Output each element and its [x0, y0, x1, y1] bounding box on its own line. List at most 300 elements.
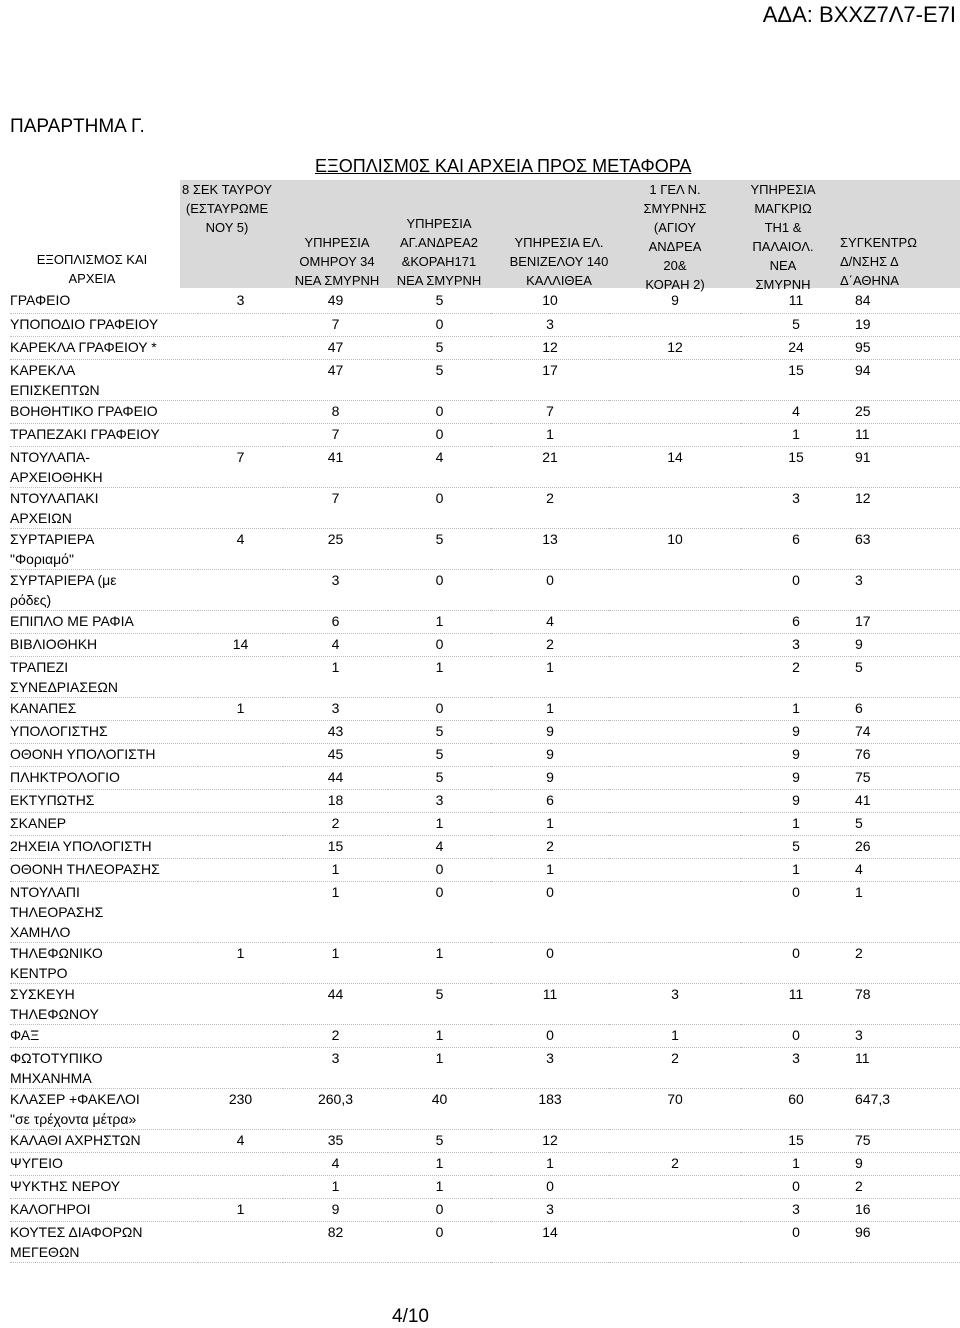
item-label: ΦΩΤΟΤΥΠΙΚΟ ΜΗΧΑΝΗΜΑ [10, 1047, 198, 1088]
total-cell: 76 [851, 743, 960, 766]
item-label: ΠΛΗΚΤΡΟΛΟΓΙΟ [10, 766, 198, 789]
table-row [10, 528, 960, 569]
quantity-cell: 3 [741, 487, 851, 528]
quantity-cell: 5 [388, 336, 491, 359]
item-label: ΚΟΥΤΕΣ ΔΙΑΦΟΡΩΝ ΜΕΓΕΘΩΝ [10, 1221, 198, 1262]
quantity-cell: 4 [198, 1129, 283, 1152]
quantity-cell: 0 [491, 881, 609, 942]
table-row [10, 487, 960, 528]
quantity-cell: 1 [741, 423, 851, 446]
quantity-cell: 2 [283, 1024, 388, 1047]
quantity-cell [609, 1129, 741, 1152]
item-label: ΦΑΞ [10, 1024, 198, 1047]
quantity-cell: 4 [283, 1152, 388, 1175]
total-cell: 63 [851, 528, 960, 569]
quantity-cell [609, 720, 741, 743]
quantity-cell: 82 [283, 1221, 388, 1262]
quantity-cell: 60 [741, 1088, 851, 1129]
item-label: ΚΑΝΑΠΕΣ [10, 697, 198, 720]
quantity-cell [198, 336, 283, 359]
quantity-cell [198, 359, 283, 400]
quantity-cell: 14 [609, 446, 741, 487]
quantity-cell: 0 [388, 569, 491, 610]
table-row [10, 835, 960, 858]
total-cell: 9 [851, 633, 960, 656]
quantity-cell [609, 942, 741, 983]
quantity-cell: 5 [741, 313, 851, 336]
table-row [10, 359, 960, 400]
quantity-cell: 5 [388, 983, 491, 1024]
item-label: ΕΚΤΥΠΩΤΗΣ [10, 789, 198, 812]
quantity-cell [198, 1047, 283, 1088]
item-label: ΓΡΑΦΕΙΟ [10, 290, 198, 313]
quantity-cell: 1 [388, 942, 491, 983]
quantity-cell: 1 [283, 942, 388, 983]
quantity-cell [609, 610, 741, 633]
total-cell: 9 [851, 1152, 960, 1175]
header-col-1: 8 ΣΕΚ ΤΑΥΡΟΥ (ΕΣΤΑΥΡΩΜΕ ΝΟΥ 5) [182, 182, 272, 235]
item-label: ΟΘΟΝΗ ΤΗΛΕΟΡΑΣΗΣ [10, 858, 198, 881]
total-cell: 4 [851, 858, 960, 881]
quantity-cell: 15 [283, 835, 388, 858]
quantity-cell: 5 [388, 743, 491, 766]
document-code: ΑΔΑ: ΒΧΧΖ7Λ7-Ε7Ι [762, 2, 956, 27]
quantity-cell [609, 633, 741, 656]
item-label: ΣΥΡΤΑΡΙΕΡΑ (με ρόδες) [10, 569, 198, 610]
quantity-cell: 12 [491, 1129, 609, 1152]
equipment-table [10, 290, 960, 1263]
quantity-cell [198, 1221, 283, 1262]
quantity-cell: 3 [741, 633, 851, 656]
quantity-cell: 1 [609, 1024, 741, 1047]
quantity-cell: 0 [491, 1175, 609, 1198]
quantity-cell: 3 [741, 1198, 851, 1221]
item-label: ΣΥΣΚΕΥΗ ΤΗΛΕΦΩΝΟΥ [10, 983, 198, 1024]
quantity-cell: 0 [388, 423, 491, 446]
quantity-cell: 5 [388, 528, 491, 569]
table-row [10, 400, 960, 423]
item-label: 2ΗΧΕΙΑ ΥΠΟΛΟΓΙΣΤΗ [10, 835, 198, 858]
quantity-cell: 1 [283, 1175, 388, 1198]
table-row [10, 1024, 960, 1047]
total-cell: 3 [851, 569, 960, 610]
quantity-cell: 9 [283, 1198, 388, 1221]
quantity-cell [609, 743, 741, 766]
quantity-cell [609, 881, 741, 942]
quantity-cell: 3 [283, 1047, 388, 1088]
quantity-cell: 0 [741, 569, 851, 610]
item-label: ΝΤΟΥΛΑΠΑΚΙ ΑΡΧΕΙΩΝ [10, 487, 198, 528]
annex-title: ΠΑΡΑΡΤΗΜΑ Γ. [10, 116, 145, 137]
total-cell: 96 [851, 1221, 960, 1262]
table-row [10, 1175, 960, 1198]
quantity-cell: 1 [741, 1152, 851, 1175]
quantity-cell: 0 [741, 942, 851, 983]
item-label: ΨΥΓΕΙΟ [10, 1152, 198, 1175]
quantity-cell [198, 743, 283, 766]
quantity-cell [198, 858, 283, 881]
quantity-cell: 0 [741, 1221, 851, 1262]
quantity-cell: 6 [741, 610, 851, 633]
quantity-cell: 3 [741, 1047, 851, 1088]
quantity-cell [609, 1221, 741, 1262]
quantity-cell [609, 1175, 741, 1198]
quantity-cell: 3 [388, 789, 491, 812]
table-row [10, 881, 960, 942]
quantity-cell: 0 [388, 633, 491, 656]
quantity-cell: 1 [283, 656, 388, 697]
quantity-cell: 1 [388, 610, 491, 633]
total-cell: 26 [851, 835, 960, 858]
quantity-cell: 8 [283, 400, 388, 423]
quantity-cell [198, 423, 283, 446]
quantity-cell [198, 487, 283, 528]
header-col-3: ΥΠΗΡΕΣΙΑ ΑΓ.ΑΝΔΡΕΑ2 &ΚΟΡΑΗ171 ΝΕΑ ΣΜΥΡΝΗ [396, 216, 482, 288]
quantity-cell: 5 [388, 1129, 491, 1152]
quantity-cell [198, 313, 283, 336]
quantity-cell: 1 [388, 1152, 491, 1175]
total-cell: 16 [851, 1198, 960, 1221]
quantity-cell: 1 [491, 697, 609, 720]
quantity-cell: 0 [491, 942, 609, 983]
quantity-cell: 0 [491, 1024, 609, 1047]
table-row [10, 1129, 960, 1152]
quantity-cell: 5 [388, 359, 491, 400]
quantity-cell: 0 [741, 881, 851, 942]
quantity-cell: 6 [283, 610, 388, 633]
quantity-cell: 5 [388, 290, 491, 313]
quantity-cell: 21 [491, 446, 609, 487]
quantity-cell: 6 [491, 789, 609, 812]
table-row [10, 858, 960, 881]
quantity-cell: 0 [741, 1175, 851, 1198]
item-label: ΚΛΑΣΕΡ +ΦΑΚΕΛΟΙ "σε τρέχοντα μέτρα» [10, 1088, 198, 1129]
total-cell: 84 [851, 290, 960, 313]
quantity-cell: 9 [741, 789, 851, 812]
total-cell: 91 [851, 446, 960, 487]
quantity-cell [198, 835, 283, 858]
total-cell: 5 [851, 656, 960, 697]
quantity-cell: 1 [491, 1152, 609, 1175]
quantity-cell: 2 [491, 487, 609, 528]
table-row [10, 423, 960, 446]
quantity-cell: 1 [283, 881, 388, 942]
quantity-cell [198, 400, 283, 423]
quantity-cell: 1 [198, 697, 283, 720]
quantity-cell: 70 [609, 1088, 741, 1129]
table-row [10, 1152, 960, 1175]
quantity-cell: 4 [388, 835, 491, 858]
quantity-cell: 41 [283, 446, 388, 487]
quantity-cell [609, 858, 741, 881]
quantity-cell: 12 [491, 336, 609, 359]
table-row [10, 743, 960, 766]
quantity-cell: 4 [198, 528, 283, 569]
table-row [10, 336, 960, 359]
quantity-cell: 5 [388, 766, 491, 789]
quantity-cell: 11 [741, 983, 851, 1024]
quantity-cell: 47 [283, 359, 388, 400]
table-row [10, 610, 960, 633]
quantity-cell: 6 [741, 528, 851, 569]
item-label: ΥΠΟΛΟΓΙΣΤΗΣ [10, 720, 198, 743]
quantity-cell: 1 [491, 656, 609, 697]
quantity-cell [609, 313, 741, 336]
quantity-cell [609, 423, 741, 446]
quantity-cell: 1 [491, 858, 609, 881]
quantity-cell: 2 [609, 1152, 741, 1175]
quantity-cell: 0 [388, 697, 491, 720]
quantity-cell [198, 1175, 283, 1198]
quantity-cell: 0 [388, 487, 491, 528]
total-cell: 74 [851, 720, 960, 743]
quantity-cell: 18 [283, 789, 388, 812]
quantity-cell: 35 [283, 1129, 388, 1152]
quantity-cell: 0 [388, 858, 491, 881]
quantity-cell [198, 720, 283, 743]
quantity-cell: 1 [388, 812, 491, 835]
item-label: ΒΙΒΛΙΟΘΗΚΗ [10, 633, 198, 656]
quantity-cell: 3 [491, 1198, 609, 1221]
total-cell: 17 [851, 610, 960, 633]
quantity-cell: 11 [491, 983, 609, 1024]
quantity-cell: 7 [283, 423, 388, 446]
quantity-cell: 1 [388, 656, 491, 697]
quantity-cell: 2 [609, 1047, 741, 1088]
quantity-cell: 3 [283, 569, 388, 610]
quantity-cell: 4 [491, 610, 609, 633]
header-col-6: ΥΠΗΡΕΣΙΑ ΜΑΓΚΡΙΩ ΤΗ1 & ΠΑΛΑΙΟΛ. ΝΕΑ ΣΜΥΡΝΗ [750, 182, 816, 292]
quantity-cell [198, 1152, 283, 1175]
quantity-cell: 40 [388, 1088, 491, 1129]
quantity-cell: 13 [491, 528, 609, 569]
table-row [10, 720, 960, 743]
quantity-cell [609, 656, 741, 697]
table-row [10, 1088, 960, 1129]
table-row [10, 983, 960, 1024]
quantity-cell [609, 697, 741, 720]
table-row [10, 1047, 960, 1088]
quantity-cell: 1 [388, 1047, 491, 1088]
total-cell: 41 [851, 789, 960, 812]
total-cell: 78 [851, 983, 960, 1024]
total-cell: 19 [851, 313, 960, 336]
quantity-cell: 9 [609, 290, 741, 313]
quantity-cell: 0 [741, 1024, 851, 1047]
table-title: ΕΞΟΠΛΙΣΜ0Σ ΚΑΙ ΑΡΧΕΙΑ ΠΡΟΣ ΜΕΤΑΦΟΡΑ [315, 156, 692, 176]
total-cell: 2 [851, 942, 960, 983]
quantity-cell [198, 1024, 283, 1047]
quantity-cell [609, 400, 741, 423]
quantity-cell: 9 [741, 743, 851, 766]
quantity-cell: 4 [388, 446, 491, 487]
quantity-cell: 14 [198, 633, 283, 656]
quantity-cell: 25 [283, 528, 388, 569]
quantity-cell: 5 [388, 720, 491, 743]
table-row [10, 569, 960, 610]
table-row [10, 290, 960, 313]
quantity-cell: 7 [283, 487, 388, 528]
item-label: ΤΗΛΕΦΩΝΙΚΟ ΚΕΝΤΡΟ [10, 942, 198, 983]
quantity-cell: 2 [491, 633, 609, 656]
quantity-cell: 3 [609, 983, 741, 1024]
total-cell: 2 [851, 1175, 960, 1198]
table-row [10, 789, 960, 812]
total-cell: 75 [851, 766, 960, 789]
header-label: ΕΞΟΠΛΙΣΜΟΣ ΚΑΙ ΑΡΧΕΙΑ [36, 252, 148, 286]
quantity-cell: 43 [283, 720, 388, 743]
quantity-cell: 3 [283, 697, 388, 720]
table-row [10, 1221, 960, 1262]
quantity-cell: 17 [491, 359, 609, 400]
table-row [10, 697, 960, 720]
quantity-cell: 2 [741, 656, 851, 697]
quantity-cell: 0 [388, 1198, 491, 1221]
table-row [10, 633, 960, 656]
header-col-2: ΥΠΗΡΕΣΙΑ ΟΜΗΡΟΥ 34 ΝΕΑ ΣΜΥΡΝΗ [294, 235, 380, 288]
quantity-cell: 0 [388, 1221, 491, 1262]
quantity-cell: 9 [491, 720, 609, 743]
quantity-cell: 0 [388, 313, 491, 336]
quantity-cell: 1 [741, 697, 851, 720]
item-label: ΚΑΛΟΓΗΡΟΙ [10, 1198, 198, 1221]
quantity-cell: 1 [491, 423, 609, 446]
quantity-cell: 1 [198, 942, 283, 983]
quantity-cell: 7 [491, 400, 609, 423]
quantity-cell: 1 [283, 858, 388, 881]
quantity-cell: 9 [741, 720, 851, 743]
quantity-cell [609, 359, 741, 400]
header-col-5: 1 ΓΕΛ Ν. ΣΜΥΡΝΗΣ (ΑΓΙΟΥ ΑΝΔΡΕΑ 20& ΚΟΡΑΗ 2) [643, 182, 707, 292]
quantity-cell: 1 [388, 1024, 491, 1047]
quantity-cell: 10 [609, 528, 741, 569]
quantity-cell [609, 835, 741, 858]
total-cell: 25 [851, 400, 960, 423]
total-cell: 12 [851, 487, 960, 528]
quantity-cell [198, 610, 283, 633]
quantity-cell: 24 [741, 336, 851, 359]
quantity-cell: 47 [283, 336, 388, 359]
item-label: ΚΑΛΑΘΙ ΑΧΡΗΣΤΩΝ [10, 1129, 198, 1152]
quantity-cell: 44 [283, 983, 388, 1024]
total-cell: 647,3 [851, 1088, 960, 1129]
quantity-cell: 0 [491, 569, 609, 610]
quantity-cell: 9 [491, 743, 609, 766]
item-label: ΚΑΡΕΚΛΑ ΓΡΑΦΕΙΟΥ * [10, 336, 198, 359]
quantity-cell [609, 789, 741, 812]
table-row [10, 1198, 960, 1221]
quantity-cell: 2 [491, 835, 609, 858]
header-col-4: ΥΠΗΡΕΣΙΑ ΕΛ. ΒΕΝΙΖΕΛΟΥ 140 ΚΑΛΛΙΘΕΑ [509, 235, 609, 288]
total-cell: 6 [851, 697, 960, 720]
quantity-cell: 11 [741, 290, 851, 313]
item-label: ΚΑΡΕΚΛΑ ΕΠΙΣΚΕΠΤΩΝ [10, 359, 198, 400]
quantity-cell: 12 [609, 336, 741, 359]
quantity-cell: 2 [283, 812, 388, 835]
quantity-cell: 1 [491, 812, 609, 835]
quantity-cell: 0 [388, 881, 491, 942]
item-label: ΨΥΚΤΗΣ ΝΕΡΟΥ [10, 1175, 198, 1198]
quantity-cell: 14 [491, 1221, 609, 1262]
total-cell: 94 [851, 359, 960, 400]
quantity-cell: 1 [388, 1175, 491, 1198]
item-label: ΒΟΗΘΗΤΙΚΟ ΓΡΑΦΕΙΟ [10, 400, 198, 423]
quantity-cell: 15 [741, 1129, 851, 1152]
quantity-cell: 0 [388, 400, 491, 423]
quantity-cell [198, 881, 283, 942]
quantity-cell [609, 812, 741, 835]
quantity-cell [609, 487, 741, 528]
item-label: ΕΠΙΠΛΟ ΜΕ ΡΑΦΙΑ [10, 610, 198, 633]
item-label: ΟΘΟΝΗ ΥΠΟΛΟΓΙΣΤΗ [10, 743, 198, 766]
quantity-cell: 3 [198, 290, 283, 313]
total-cell: 5 [851, 812, 960, 835]
total-cell: 3 [851, 1024, 960, 1047]
table-row [10, 766, 960, 789]
item-label: ΝΤΟΥΛΑΠΙ ΤΗΛΕΟΡΑΣΗΣ ΧΑΜΗΛΟ [10, 881, 198, 942]
quantity-cell: 230 [198, 1088, 283, 1129]
table-row [10, 812, 960, 835]
total-cell: 1 [851, 881, 960, 942]
total-cell: 11 [851, 423, 960, 446]
item-label: ΝΤΟΥΛΑΠΑ- ΑΡΧΕΙΟΘΗΚΗ [10, 446, 198, 487]
quantity-cell: 7 [198, 446, 283, 487]
total-cell: 11 [851, 1047, 960, 1088]
quantity-cell: 45 [283, 743, 388, 766]
quantity-cell [609, 1198, 741, 1221]
page-number: 4/10 [392, 1306, 429, 1327]
quantity-cell [198, 789, 283, 812]
quantity-cell: 3 [491, 1047, 609, 1088]
quantity-cell: 15 [741, 359, 851, 400]
quantity-cell: 4 [741, 400, 851, 423]
quantity-cell: 1 [741, 812, 851, 835]
quantity-cell: 5 [741, 835, 851, 858]
table-row [10, 656, 960, 697]
item-label: ΤΡΑΠΕΖΙ ΣΥΝΕΔΡΙΑΣΕΩΝ [10, 656, 198, 697]
quantity-cell: 1 [741, 858, 851, 881]
quantity-cell [198, 656, 283, 697]
table-row [10, 446, 960, 487]
item-label: ΤΡΑΠΕΖΑΚΙ ΓΡΑΦΕΙΟΥ [10, 423, 198, 446]
quantity-cell: 9 [741, 766, 851, 789]
header-col-7: ΣΥΓΚΕΝΤΡΩ Δ/ΝΣΗΣ Δ Δ΄ΑΘΗΝΑ [840, 235, 917, 288]
quantity-cell: 183 [491, 1088, 609, 1129]
quantity-cell: 9 [491, 766, 609, 789]
quantity-cell [198, 766, 283, 789]
quantity-cell [198, 983, 283, 1024]
quantity-cell: 4 [283, 633, 388, 656]
item-label: ΣΚΑΝΕΡ [10, 812, 198, 835]
table-row [10, 313, 960, 336]
quantity-cell: 260,3 [283, 1088, 388, 1129]
item-label: ΥΠΟΠΟΔΙΟ ΓΡΑΦΕΙΟΥ [10, 313, 198, 336]
quantity-cell: 10 [491, 290, 609, 313]
quantity-cell: 7 [283, 313, 388, 336]
quantity-cell [198, 569, 283, 610]
quantity-cell: 15 [741, 446, 851, 487]
total-cell: 75 [851, 1129, 960, 1152]
quantity-cell [609, 766, 741, 789]
table-row [10, 942, 960, 983]
quantity-cell: 1 [198, 1198, 283, 1221]
total-cell: 95 [851, 336, 960, 359]
item-label: ΣΥΡΤΑΡΙΕΡΑ "Φοριαμό" [10, 528, 198, 569]
quantity-cell: 3 [491, 313, 609, 336]
quantity-cell: 49 [283, 290, 388, 313]
quantity-cell [198, 812, 283, 835]
quantity-cell [609, 569, 741, 610]
